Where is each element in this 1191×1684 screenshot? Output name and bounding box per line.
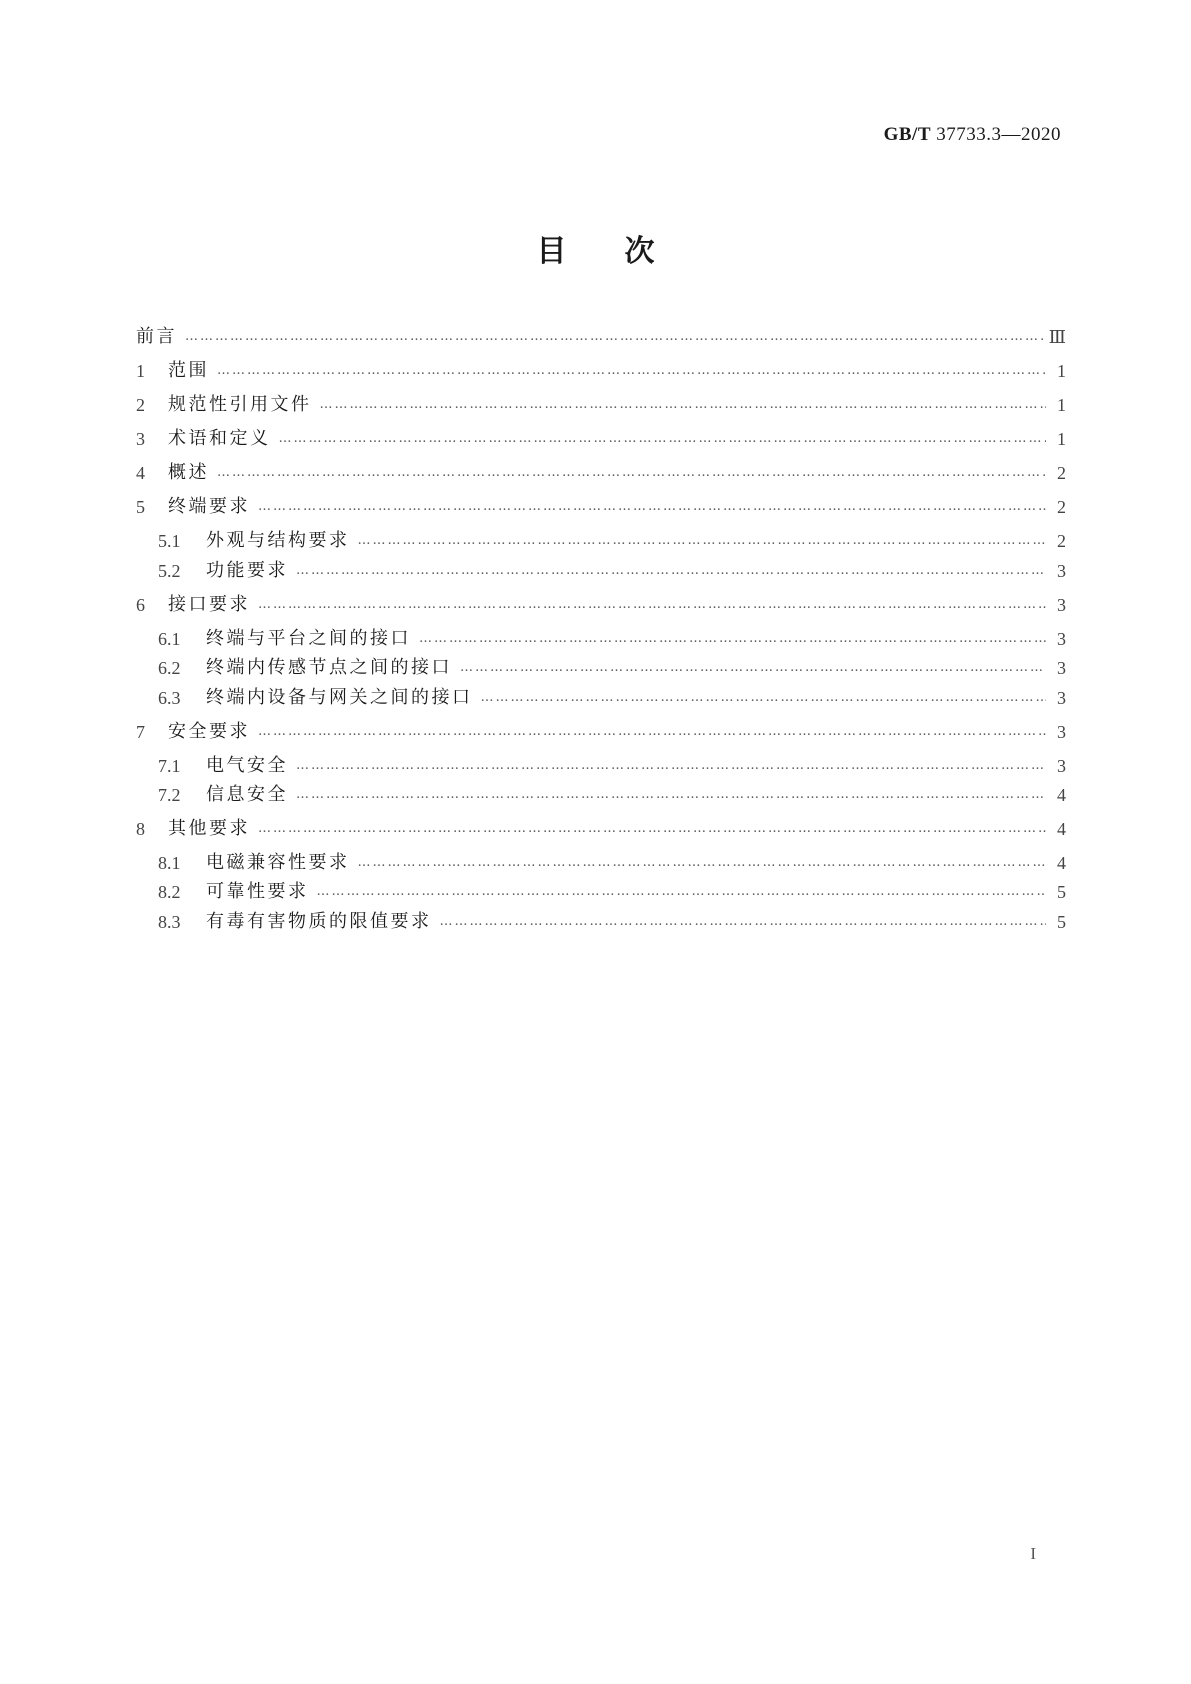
toc-leader-dots [258, 495, 1046, 519]
toc-entry-page: 1 [1057, 395, 1066, 415]
toc-leader-dots [185, 325, 1043, 349]
toc-entry[interactable] [158, 627, 1066, 651]
toc-leader-dots [296, 559, 1046, 583]
toc-entry-number: 5.2 [158, 561, 181, 581]
toc-entry-page: 4 [1057, 853, 1066, 873]
toc-entry-page: Ⅲ [1048, 327, 1066, 347]
toc-entry-label: 终端内传感节点之间的接口 [206, 657, 452, 678]
toc-entry-label: 功能要求 [206, 560, 288, 581]
toc-leader-dots [279, 427, 1047, 451]
toc-entry[interactable] [158, 880, 1066, 904]
toc-leader-dots [460, 656, 1046, 680]
toc-leader-dots [440, 910, 1047, 934]
toc-leader-dots [217, 461, 1046, 485]
toc-entry[interactable] [136, 817, 1066, 841]
toc-entry-page: 1 [1057, 429, 1066, 449]
toc-entry[interactable] [136, 593, 1066, 617]
toc-entry-label: 终端内设备与网关之间的接口 [206, 687, 473, 708]
toc-entry[interactable] [158, 754, 1066, 778]
toc-entry-number: 8 [136, 819, 145, 839]
toc-entry-number: 1 [136, 361, 145, 381]
toc-entry-number: 7.1 [158, 756, 181, 776]
toc-entry-label: 外观与结构要求 [206, 530, 350, 551]
toc-leader-dots [481, 686, 1047, 710]
toc-entry-number: 3 [136, 429, 145, 449]
toc-entry[interactable] [136, 427, 1066, 451]
toc-leader-dots [217, 359, 1046, 383]
toc-entry-number: 6.1 [158, 629, 181, 649]
page-number: I [1030, 1544, 1036, 1563]
toc-entry-label: 终端要求 [168, 496, 250, 517]
toc-entry-page: 2 [1057, 497, 1066, 517]
title-char-1: 目 [536, 234, 567, 269]
toc-entry-page: 2 [1057, 463, 1066, 483]
toc-entry-page: 5 [1057, 882, 1066, 902]
toc-entry-label: 电气安全 [206, 755, 288, 776]
toc-entry-page: 3 [1057, 756, 1066, 776]
page-title [0, 226, 1191, 270]
toc-entry[interactable] [136, 325, 1066, 349]
toc-entry-label: 规范性引用文件 [168, 394, 312, 415]
toc-entry-page: 3 [1057, 688, 1066, 708]
toc-leader-dots [296, 783, 1046, 807]
toc-entry-number: 6.2 [158, 658, 181, 678]
standard-prefix: GB/T [883, 124, 931, 145]
standard-number [884, 124, 1061, 146]
toc-entry[interactable] [136, 720, 1066, 744]
toc-entry-page: 3 [1057, 595, 1066, 615]
toc-entry-page: 2 [1057, 531, 1066, 551]
toc-entry-page: 1 [1057, 361, 1066, 381]
toc-entry-page: 5 [1057, 912, 1066, 932]
toc-entry-label: 范围 [168, 360, 209, 381]
toc-entry[interactable] [158, 783, 1066, 807]
toc-entry-label: 其他要求 [168, 818, 250, 839]
toc-entry-page: 3 [1057, 629, 1066, 649]
toc-leader-dots [358, 529, 1047, 553]
toc-entry-label: 可靠性要求 [206, 881, 309, 902]
toc-entry-label: 有毒有害物质的限值要求 [206, 911, 432, 932]
toc-entry[interactable] [136, 461, 1066, 485]
toc-entry-page: 4 [1057, 785, 1066, 805]
toc-entry-number: 5.1 [158, 531, 181, 551]
toc-entry[interactable] [136, 495, 1066, 519]
toc-entry-label: 安全要求 [168, 721, 250, 742]
toc-entry[interactable] [158, 656, 1066, 680]
toc-entry-number: 8.1 [158, 853, 181, 873]
toc-entry-label: 概述 [168, 462, 209, 483]
toc-entry-page: 3 [1057, 658, 1066, 678]
toc-entry-number: 7 [136, 722, 145, 742]
toc-entry-page: 3 [1057, 722, 1066, 742]
toc-entry-label: 信息安全 [206, 784, 288, 805]
toc-entry-label: 电磁兼容性要求 [206, 852, 350, 873]
toc-entry-number: 6 [136, 595, 145, 615]
toc-leader-dots [419, 627, 1046, 651]
toc-entry-number: 8.3 [158, 912, 181, 932]
toc-entry-number: 2 [136, 395, 145, 415]
toc-leader-dots [320, 393, 1047, 417]
title-char-2: 次 [624, 234, 655, 269]
toc-entry[interactable] [158, 851, 1066, 875]
toc-entry-page: 3 [1057, 561, 1066, 581]
toc-entry-number: 8.2 [158, 882, 181, 902]
toc-entry-number: 4 [136, 463, 145, 483]
toc-entry[interactable] [158, 529, 1066, 553]
toc-entry-label: 接口要求 [168, 594, 250, 615]
standard-code: 37733.3—2020 [936, 124, 1061, 145]
toc-leader-dots [358, 851, 1047, 875]
toc-entry-label: 终端与平台之间的接口 [206, 628, 411, 649]
toc-leader-dots [296, 754, 1046, 778]
toc-entry[interactable] [158, 559, 1066, 583]
toc-entry[interactable] [158, 686, 1066, 710]
toc-entry[interactable] [136, 359, 1066, 383]
toc-leader-dots [258, 593, 1046, 617]
toc-leader-dots [258, 720, 1046, 744]
toc-entry[interactable] [136, 393, 1066, 417]
toc-entry-page: 4 [1057, 819, 1066, 839]
toc-entry-number: 6.3 [158, 688, 181, 708]
toc-entry-label: 术语和定义 [168, 428, 271, 449]
toc-entry-number: 5 [136, 497, 145, 517]
toc-entry[interactable] [158, 910, 1066, 934]
toc-entry-label: 前言 [136, 326, 177, 347]
toc-leader-dots [317, 880, 1047, 904]
toc-leader-dots [258, 817, 1046, 841]
toc-entry-number: 7.2 [158, 785, 181, 805]
